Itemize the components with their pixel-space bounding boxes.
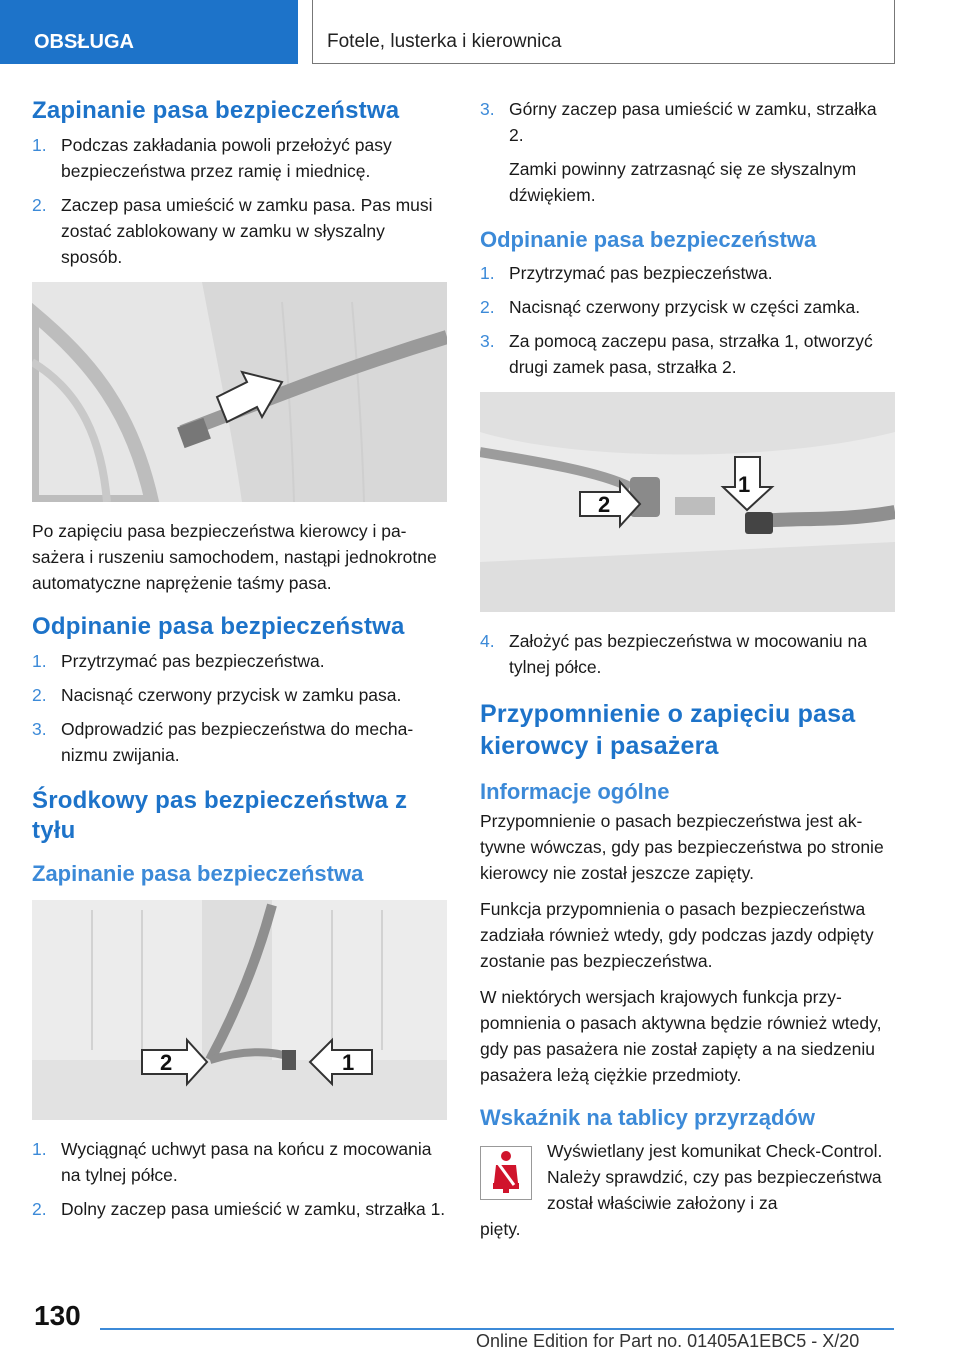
center-fasten-steps-cont [480, 96, 895, 208]
buckle-release-illustration [480, 392, 895, 612]
heading-belt-reminder: Przypomnienie o zapięciu pasa kierowcy i pasażera [480, 700, 856, 760]
heading-unfasten-belt: Odpinanie pasa bezpieczeństwa [32, 613, 405, 640]
chapter-title: Fotele, lusterka i kierownica [312, 0, 895, 64]
figure-label-2: 2 [160, 1050, 173, 1075]
heading-fasten-belt: Zapinanie pasa bezpieczeństwa [32, 97, 400, 124]
figure-label-1: 1 [342, 1050, 355, 1075]
figure-label-1: 1 [738, 472, 751, 497]
page-header [0, 0, 960, 66]
edition-note: Online Edition for Part no. 01405A1EBC5 - X/20 [476, 1331, 860, 1351]
fasten-steps [32, 132, 447, 270]
figure-rear-seat-center [32, 900, 447, 1120]
list-item: 2. Nacisnąć czerwony przycisk w części zamka. [480, 297, 861, 317]
center-unfasten-steps [480, 260, 895, 380]
heading-center-belt: Środkowy pas bezpieczeństwa z tyłu [32, 787, 408, 844]
list-item: 4. Założyć pas bezpieczeństwa w mocowaniu na tylnej półce. [480, 631, 867, 677]
rear-seat-illustration [32, 900, 447, 1120]
indicator-block [480, 1138, 895, 1242]
list-item: 1. Podczas zakładania powoli przełożyć pasy bezpieczeństwa przez ramię i miednicę. [32, 135, 392, 181]
paragraph: Funkcja przypomnienia o pasach bezpieczeństwa zadziała również wtedy, gdy podczas jazdy odpięty zostanie pas bezpieczeństwa. [480, 899, 874, 971]
left-column [32, 96, 447, 1232]
page-number: 130 [34, 1300, 81, 1331]
front-seat-illustration [32, 282, 447, 502]
list-item: 3. Za pomocą zaczepu pasa, strzałka 1, otworzyć drugi zamek pasa, strzałka 2. [480, 331, 873, 377]
seatbelt-warning-icon [480, 1146, 532, 1200]
section-tab: OBSŁUGA [0, 0, 298, 64]
subheading-center-unfasten: Odpinanie pasa bezpieczeństwa [480, 227, 817, 252]
center-unfasten-steps-cont [480, 628, 895, 680]
list-item: 1. Przytrzymać pas bezpieczeństwa. [32, 651, 325, 671]
subheading-center-fasten: Zapinanie pasa bezpieczeństwa [32, 861, 364, 886]
unfasten-steps [32, 648, 447, 768]
paragraph: Po zapięciu pasa bezpieczeństwa kierowcy i pasażera i ruszeniu samochodem, nastąpi jednokrotne automatyczne naprężenie taśmy pasa. [32, 521, 437, 593]
list-item: 3. Górny zaczep pasa umieścić w zamku, strzałka 2. Zamki powinny zatrzasnąć się ze słyszalnym dźwiękiem. [480, 99, 877, 205]
list-item: 2. Dolny zaczep pasa umieścić w zamku, strzałka 1. [32, 1199, 446, 1219]
subheading-indicator: Wskaźnik na tablicy przyrządów [480, 1105, 815, 1130]
list-item: 2. Zaczep pasa umieścić w zamku pasa. Pas musi zostać zablokowany w zamku w słyszalny sposób. [32, 195, 433, 267]
paragraph: Przypomnienie o pasach bezpieczeństwa jest aktywne wówczas, gdy pas bezpieczeństwa po stronie kierowcy nie został jeszcze zapięty. [480, 811, 884, 883]
list-item: 2. Nacisnąć czerwony przycisk w zamku pasa. [32, 685, 402, 705]
indicator-text-cont: pięty. [480, 1219, 521, 1239]
figure-center-buckle-release [480, 392, 895, 612]
list-item: 1. Przytrzymać pas bezpieczeństwa. [480, 263, 773, 283]
subheading-general-info: Informacje ogólne [480, 779, 670, 804]
footer-divider [100, 1328, 894, 1330]
center-fasten-steps [32, 1136, 447, 1222]
figure-front-seat-buckle [32, 282, 447, 502]
figure-label-2: 2 [598, 492, 611, 517]
indicator-text: Wyświetlany jest komunikat Check-Control. Należy sprawdzić, czy pas bezpieczeństwa został właściwie założony i za [547, 1141, 883, 1213]
paragraph: W niektórych wersjach krajowych funkcja przypomnienia o pasach aktywna będzie również wtedy, gdy pas pasażera nie został zapięty a na siedzeniu pasażera leżą ciężkie przedmioty. [480, 987, 882, 1085]
right-column [480, 96, 895, 1242]
list-item: 3. Odprowadzić pas bezpieczeństwa do mechanizmu zwijania. [32, 719, 414, 765]
list-item: 1. Wyciągnąć uchwyt pasa na końcu z mocowania na tylnej półce. [32, 1139, 432, 1185]
